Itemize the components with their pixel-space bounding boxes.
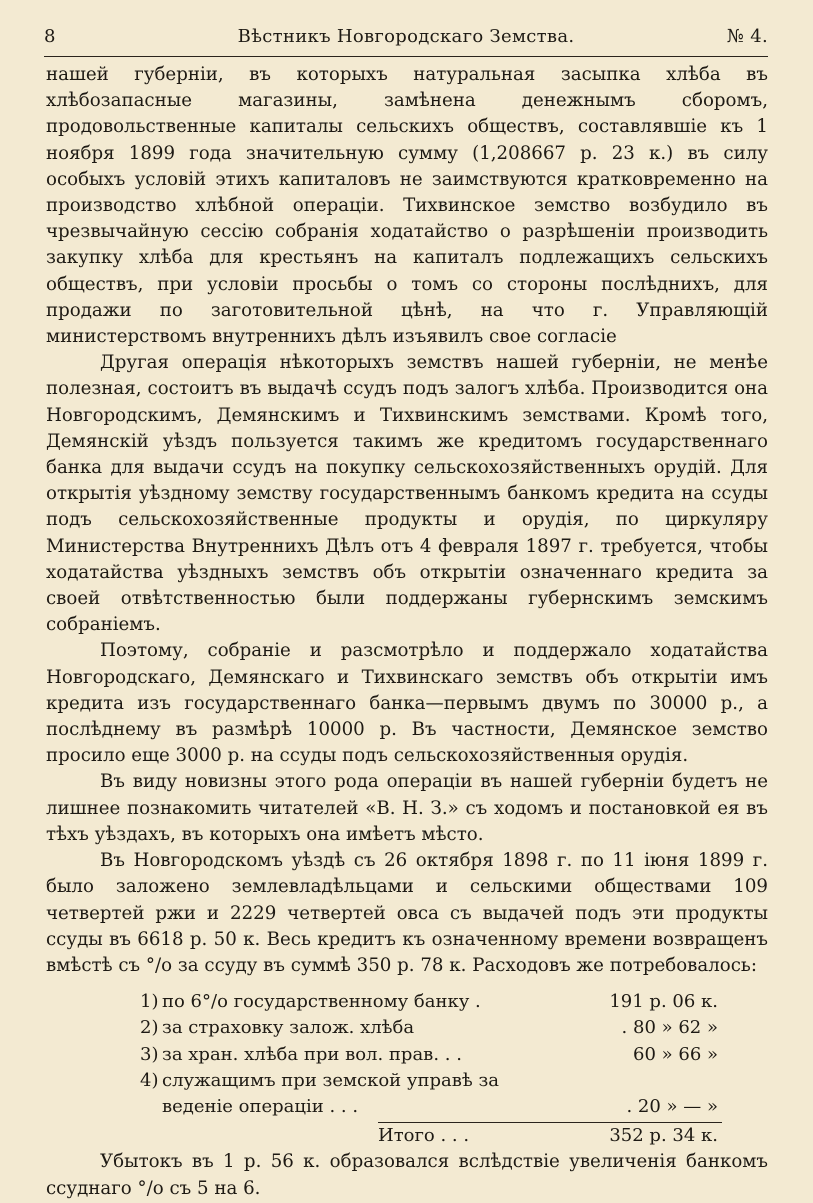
expense-row <box>140 989 722 1015</box>
paragraph: Въ виду новизны этого рода операціи въ нашей губерніи будетъ не лишнее познакомить читателей «В. Н. З.» съ ходомъ и постановкой ея въ тѣхъ уѣздахъ, въ которыхъ она имѣетъ мѣсто. <box>46 771 768 845</box>
paragraph: Другая операція нѣкоторыхъ земствъ нашей губерніи, не менѣе полезная, состоитъ въ выдачѣ ссудъ подъ залогъ хлѣба. Производится она Новгородскимъ, Демянскимъ и Тихвинскимъ земствами. Кромѣ того, Демянскій уѣздъ пользуется такимъ же кредитомъ государственнаго банка для выдачи ссудъ на покупку сельскохозяйственныхъ орудій. Для открытія уѣздному земству государственнымъ банкомъ кредита на ссуды подъ сельскохозяйственные продукты и орудія, по циркуляру Министерства Внутреннихъ Дѣлъ отъ 4 февраля 1897 г. требуется, чтобы ходатайства уѣздныхъ земствъ объ открытіи означеннаго кредита за своей отвѣтственностью были поддержаны губернскимъ земскимъ собраніемъ. <box>46 352 768 636</box>
article-body <box>46 62 768 1202</box>
total-row <box>378 1123 722 1149</box>
total-amount: 352 р. 34 к. <box>609 1125 718 1147</box>
expense-description: служащимъ при земской управѣ за <box>162 1069 499 1091</box>
expense-row <box>140 1068 722 1094</box>
expense-label: 4) <box>140 1069 159 1091</box>
expense-amount: . 20 » — » <box>626 1095 718 1117</box>
page-header <box>44 26 768 52</box>
paragraph: Въ Новгородскомъ уѣздѣ съ 26 октября 1898 г. по 11 іюня 1899 г. было заложено землевладѣльцами и сельскими обществами 109 четвертей ржи и 2229 четвертей овса съ выдачей подъ эти продукты ссуды въ 6618 р. 50 к. Весь кредитъ къ означенному времени возвращенъ вмѣстѣ съ °/о за ссуду въ суммѣ 350 р. 78 к. Расходовъ же потребовалось: <box>46 850 768 976</box>
total-label: Итого . . . <box>378 1125 470 1147</box>
expense-row <box>140 1094 722 1120</box>
expense-table <box>140 989 722 1149</box>
expense-row <box>140 1015 722 1041</box>
paragraph: Поэтому, собраніе и разсмотрѣло и поддержало ходатайства Новгородскаго, Демянскаго и Тихвинскаго земствъ объ открытіи имъ кредита изъ государственнаго банка—первымъ двумъ по 30000 р., а послѣднему въ размѣрѣ 10000 р. Въ частности, Демянское земство просило еще 3000 р. на ссуды подъ сельскохозяйственныя орудія. <box>46 640 768 767</box>
journal-title: Вѣстникъ Новгородскаго Земства. <box>237 26 575 47</box>
conclusion-paragraph: Убытокъ въ 1 р. 56 к. образовался вслѣдствіе увеличенія банкомъ ссуднаго °/о съ 5 на 6. <box>46 1151 768 1199</box>
expense-description: за хран. хлѣба при вол. прав. . . <box>162 1043 462 1065</box>
expense-amount: 191 р. 06 к. <box>609 991 718 1013</box>
paragraph: нашей губерніи, въ которыхъ натуральная засыпка хлѣба въ хлѣбозапасные магазины, замѣнена денежнымъ сборомъ, продовольственные капиталы сельскихъ обществъ, составлявшіе къ 1 ноября 1899 года значительную сумму (1,208667 р. 23 к.) въ силу особыхъ условій этихъ капиталовъ не заимствуются кратковременно на производство хлѣбной операціи. Тихвинское земство возбудило въ чрезвычайную сессію собранія ходатайство о разрѣшеніи производить закупку хлѣба для крестьянъ на капиталъ подлежащихъ сельскихъ обществъ, при условіи просьбы о томъ со стороны послѣднихъ, для продажи по заготовительной цѣнѣ, на что г. Управляющій министерствомъ внутреннихъ дѣлъ изъявилъ свое согласіе <box>46 64 768 348</box>
expense-row <box>140 1042 722 1068</box>
issue-number: № 4. <box>726 26 768 47</box>
header-rule <box>44 56 768 57</box>
expense-label: 1) <box>140 991 159 1013</box>
page-number: 8 <box>44 26 56 47</box>
expense-amount: . 80 » 62 » <box>621 1017 718 1039</box>
total-rule <box>378 1122 722 1149</box>
expense-label: 3) <box>140 1043 159 1065</box>
expense-description: веденіе операціи . . . <box>162 1095 359 1117</box>
expense-amount: 60 » 66 » <box>633 1043 718 1065</box>
expense-label: 2) <box>140 1017 159 1039</box>
expense-description: по 6°/о государственному банку . <box>162 991 481 1013</box>
expense-description: за страховку залож. хлѣба <box>162 1017 415 1039</box>
